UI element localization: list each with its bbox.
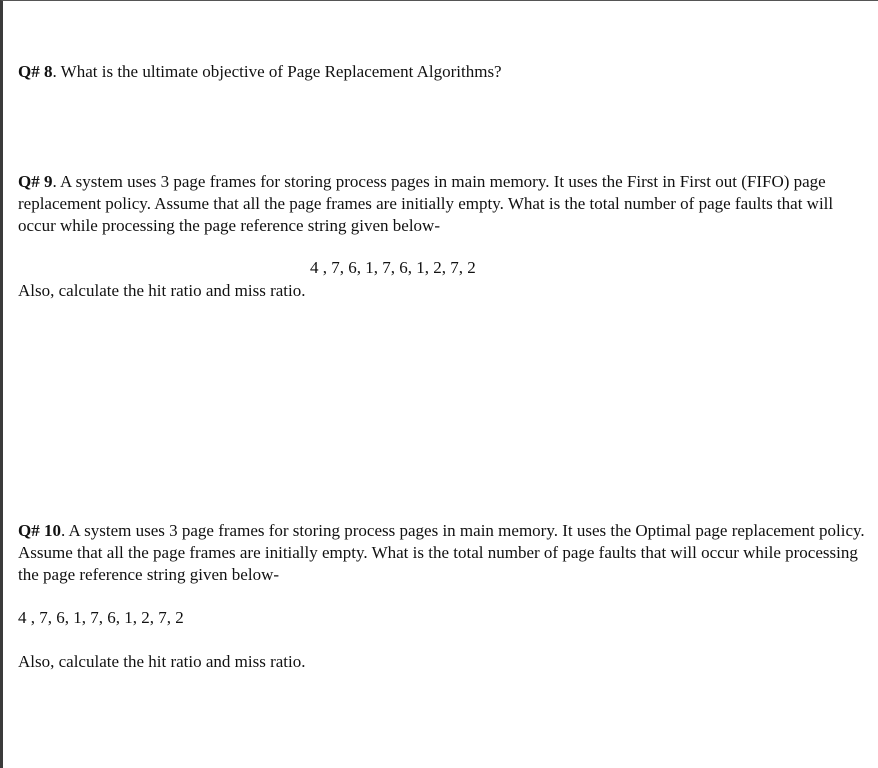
question-8 xyxy=(18,61,874,83)
question-10-reference-string: 4 , 7, 6, 1, 7, 6, 1, 2, 7, 2 xyxy=(18,608,184,627)
question-9-reference-string: 4 , 7, 6, 1, 7, 6, 1, 2, 7, 2 xyxy=(310,258,476,277)
question-9-followup: Also, calculate the hit ratio and miss ratio. xyxy=(18,281,306,300)
question-9 xyxy=(18,171,874,237)
question-10-followup: Also, calculate the hit ratio and miss ratio. xyxy=(18,652,306,671)
question-8-number: Q# 8 xyxy=(18,62,53,81)
question-10-number: Q# 10 xyxy=(18,521,61,540)
question-8-text: . What is the ultimate objective of Page Replacement Algorithms? xyxy=(52,62,502,81)
question-9-text: . A system uses 3 page frames for storing process pages in main memory. It uses the First in First out (FIFO) page replacement policy. Assume that all the page frames are initially empty. What is the total number of page faults that will occur while processing the page reference string given below- xyxy=(18,172,834,235)
question-10-text: . A system uses 3 page frames for storing process pages in main memory. It uses the Optimal page replacement policy. Assume that all the page frames are initially empty. What is the total number of page faults that will occur while processing the page reference string given below- xyxy=(18,521,865,584)
question-10 xyxy=(18,520,874,586)
question-9-number: Q# 9 xyxy=(18,172,53,191)
